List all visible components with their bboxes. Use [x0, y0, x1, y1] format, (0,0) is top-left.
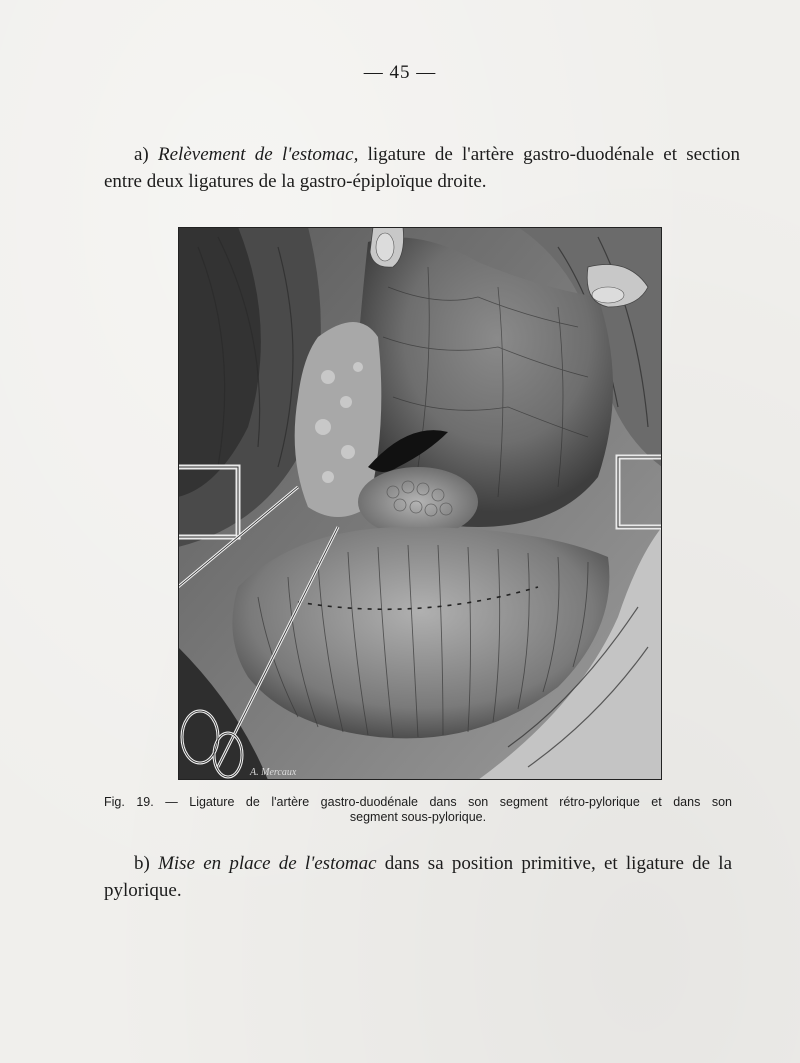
- surgical-illustration: [178, 227, 662, 780]
- figure-caption-line-2: segment sous-pylorique.: [349, 810, 487, 824]
- figure-caption-line-1: Fig. 19. — Ligature de l'artère gastro-duodénale dans son segment rétro-pylorique et dans son: [104, 795, 732, 809]
- section-b-emphasis: Mise en place de l'estomac: [158, 853, 377, 874]
- page-number: — 45 —: [363, 62, 437, 83]
- section-a-text: ligature de l'artère gastro-duodénale et section entre deux ligatures de la gastro-épiploïque droite.: [104, 144, 741, 192]
- surgical-illustration-drawing: [178, 227, 662, 780]
- artist-signature: A. Mercaux: [250, 767, 297, 778]
- paragraph-section-a: [104, 141, 740, 195]
- section-a-label: a): [134, 144, 149, 165]
- paragraph-section-b: [104, 850, 732, 904]
- section-a-emphasis: Relèvement de l'estomac,: [158, 144, 359, 165]
- section-b-label: b): [134, 853, 150, 874]
- figure-caption: [104, 795, 732, 825]
- section-b-text: dans sa position primitive, et ligature de la pylorique.: [104, 853, 733, 901]
